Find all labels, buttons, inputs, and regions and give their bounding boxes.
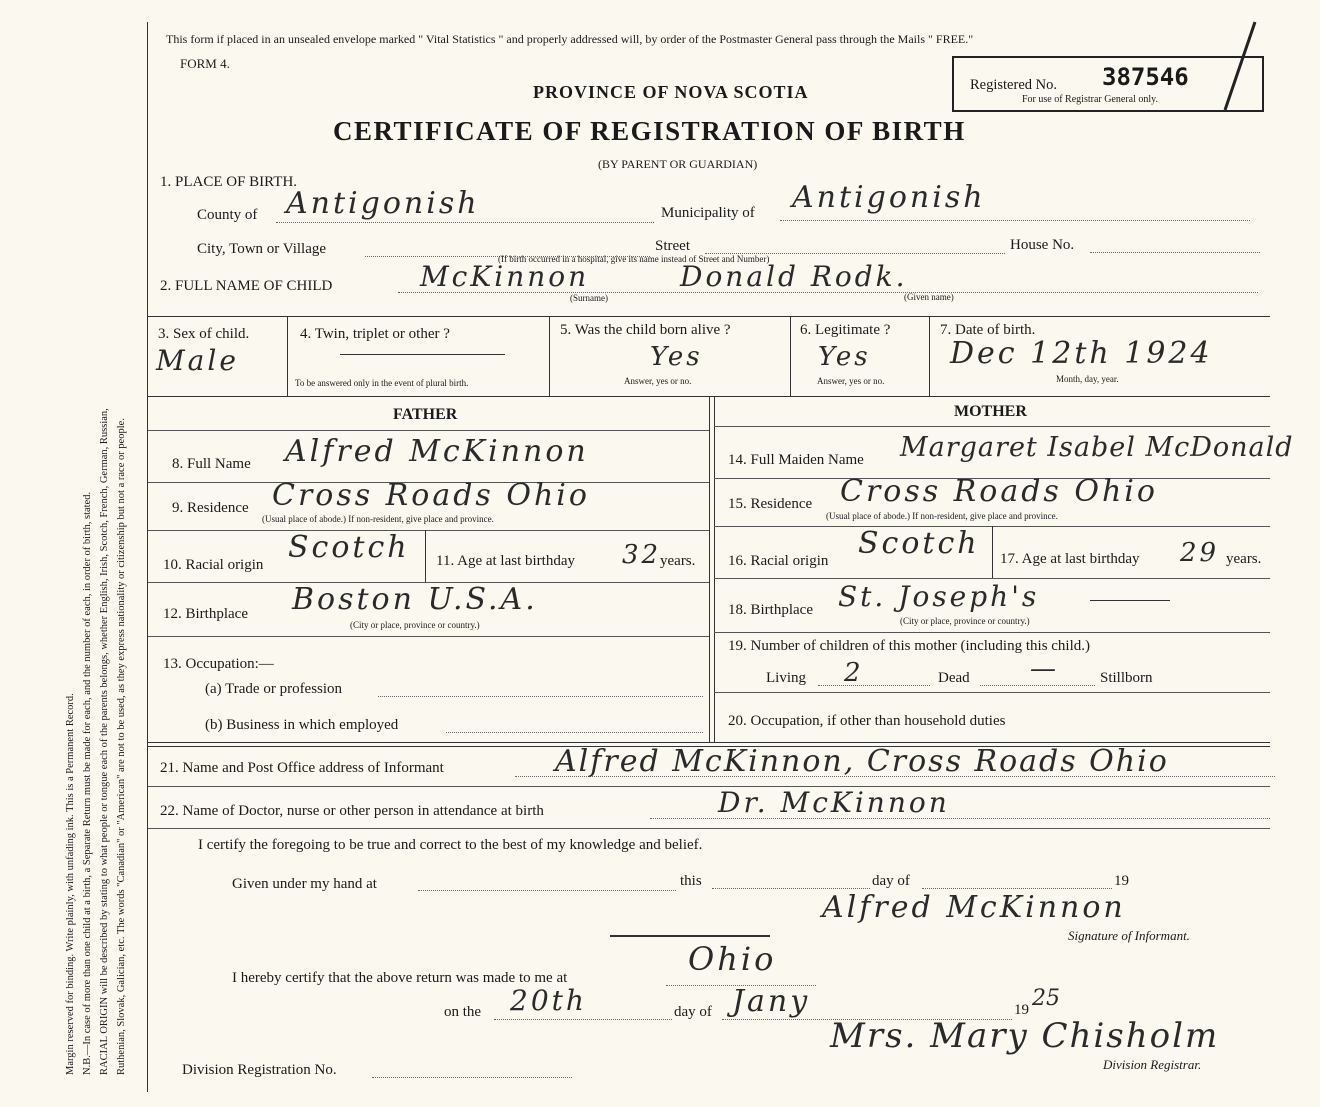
division-registration-label: Division Registration No. (182, 1062, 337, 1078)
year-prefix-label: 19 (1114, 873, 1129, 889)
dead-label: Dead (938, 670, 970, 686)
father-occupation-label: 13. Occupation:— (163, 656, 274, 672)
mother-occupation-label: 20. Occupation, if other than household duties (728, 713, 1006, 729)
father-racial-value: Scotch (288, 530, 410, 565)
county-value: Antigonish (286, 186, 480, 221)
mother-residence-value: Cross Roads Ohio (840, 474, 1158, 509)
child-surname-value: McKinnon (420, 260, 590, 293)
father-residence-note: (Usual place of abode.) If non-resident, give place and province. (262, 514, 494, 524)
registered-label: Registered No. (970, 77, 1057, 93)
father-name-label: 8. Full Name (172, 456, 251, 472)
certificate-title: CERTIFICATE OF REGISTRATION OF BIRTH (333, 116, 966, 146)
legitimate-note: Answer, yes or no. (817, 376, 885, 386)
mother-years-label: years. (1226, 551, 1262, 567)
month-value: Jany (732, 984, 811, 1019)
doctor-value: Dr. McKinnon (718, 786, 950, 819)
father-name-value: Alfred McKinnon (285, 434, 589, 469)
street-label: Street (655, 238, 690, 254)
child-name-label: 2. FULL NAME OF CHILD (160, 278, 333, 294)
return-made-label: I hereby certify that the above return was made to me at (232, 970, 568, 986)
father-birthplace-label: 12. Birthplace (163, 606, 248, 622)
binding-margin-line (147, 22, 148, 1092)
municipality-label: Municipality of (661, 205, 755, 221)
check-mark-icon (1215, 18, 1265, 118)
legitimate-label: 6. Legitimate ? (800, 322, 891, 338)
registrar-signature: Mrs. Mary Chisholm (830, 1016, 1220, 1056)
sex-value: Male (156, 344, 239, 377)
doctor-label: 22. Name of Doctor, nurse or other person in attendance at birth (160, 803, 544, 819)
certify-statement: I certify the foregoing to be true and correct to the best of my knowledge and belief. (198, 837, 703, 853)
house-number-label: House No. (1010, 237, 1075, 253)
mother-heading: MOTHER (954, 403, 1027, 420)
living-label: Living (766, 670, 806, 686)
province-heading: PROVINCE OF NOVA SCOTIA (533, 82, 809, 102)
municipality-value: Antigonish (792, 180, 986, 215)
day-of-label: day of (872, 873, 910, 889)
dob-value: Dec 12th 1924 (950, 336, 1213, 371)
legitimate-value: Yes (818, 342, 871, 372)
mother-birthplace-label: 18. Birthplace (728, 602, 813, 618)
margin-notes (62, 5, 130, 1075)
this-label: this (680, 873, 702, 889)
informant-value: Alfred McKinnon, Cross Roads Ohio (555, 744, 1169, 779)
dob-note: Month, day, year. (1056, 374, 1119, 384)
return-place-value: Ohio (688, 940, 777, 978)
given-name-caption: (Given name) (904, 292, 954, 302)
living-value: 2 (844, 658, 864, 688)
city-label: City, Town or Village (197, 241, 327, 257)
margin-note-3: RACIAL ORIGIN will be described by stating to what people or tongue each of the parents belongs, whether English, Irish, Scotch, French, German, Russian, (99, 408, 110, 1075)
mail-notice: This form if placed in an unsealed envelope marked " Vital Statistics " and properly addressed will, by order of the Postmaster General pass through the Mails " FREE." (166, 32, 974, 46)
father-age-value: 32 (622, 540, 662, 570)
twin-note: To be answered only in the event of plural birth. (295, 378, 469, 388)
father-residence-value: Cross Roads Ohio (272, 478, 590, 513)
dead-value: — (1030, 654, 1059, 684)
mother-age-value: 29 (1180, 538, 1220, 568)
father-trade-label: (a) Trade or profession (205, 681, 343, 697)
on-the-label: on the (444, 1004, 482, 1020)
mother-racial-value: Scotch (858, 526, 980, 561)
father-birthplace-value: Boston U.S.A. (292, 582, 538, 617)
stillborn-label: Stillborn (1100, 670, 1153, 686)
mother-name-value: Margaret Isabel McDonald (900, 432, 1294, 463)
mother-birthplace-value: St. Joseph's (838, 580, 1040, 613)
surname-caption: (Surname) (570, 293, 608, 303)
informant-signature: Alfred McKinnon (822, 890, 1126, 925)
year-label: 19 (1014, 1002, 1029, 1018)
registered-number: 387546 (1102, 63, 1189, 91)
on-day-value: 20th (510, 984, 587, 1017)
father-racial-label: 10. Racial origin (163, 557, 264, 573)
day-of-label-2: day of (674, 1004, 712, 1020)
twin-label: 4. Twin, triplet or other ? (300, 326, 450, 342)
informant-label: 21. Name and Post Office address of Informant (160, 760, 444, 776)
sex-label: 3. Sex of child. (158, 326, 250, 342)
father-residence-label: 9. Residence (172, 500, 249, 516)
father-birthplace-note: (City or place, province or country.) (350, 620, 480, 630)
alive-value: Yes (650, 342, 703, 372)
mother-name-label: 14. Full Maiden Name (728, 452, 864, 468)
mother-residence-note: (Usual place of abode.) If non-resident, give place and province. (826, 511, 1058, 521)
mother-racial-label: 16. Racial origin (728, 553, 829, 569)
mother-age-label: 17. Age at last birthday (1000, 551, 1140, 567)
county-label: County of (197, 207, 258, 223)
father-business-label: (b) Business in which employed (205, 717, 399, 733)
mother-residence-label: 15. Residence (728, 496, 813, 512)
certificate-subtitle: (BY PARENT OR GUARDIAN) (598, 157, 758, 171)
form-number: FORM 4. (180, 56, 230, 71)
alive-note: Answer, yes or no. (624, 376, 692, 386)
year-value: 25 (1032, 986, 1060, 1011)
dob-label: 7. Date of birth. (940, 322, 1036, 338)
street-note: (If birth occurred in a hospital, give its name instead of Street and Number) (498, 254, 770, 264)
alive-label: 5. Was the child born alive ? (560, 322, 731, 338)
mother-birthplace-note: (City or place, province or country.) (900, 616, 1030, 626)
registered-note: For use of Registrar General only. (1022, 94, 1158, 105)
mother-children-label: 19. Number of children of this mother (including this child.) (728, 638, 1091, 654)
margin-note-4: Ruthenian, Slovak, Galician, etc. The words "Canadian" or "American" are not to be used, as they express nationality or citizenship but not a race or people. (116, 418, 127, 1075)
father-heading: FATHER (393, 406, 458, 423)
child-given-name-value: Donald Rodk. (680, 260, 908, 293)
place-of-birth-label: 1. PLACE OF BIRTH. (160, 174, 298, 190)
margin-note-2: N.B.—In case of more than one child at a birth, a Separate Return must be made for each, and the number of each, in order of birth, stated. (82, 491, 93, 1075)
father-years-label: years. (660, 553, 696, 569)
given-under-hand-label: Given under my hand at (232, 876, 377, 892)
father-age-label: 11. Age at last birthday (436, 553, 575, 569)
registrar-label: Division Registrar. (1103, 1057, 1202, 1072)
informant-signature-label: Signature of Informant. (1068, 928, 1190, 943)
margin-note-1: Margin reserved for binding. Write plainly, with unfading ink. This is a Permanent Record. (65, 693, 76, 1075)
